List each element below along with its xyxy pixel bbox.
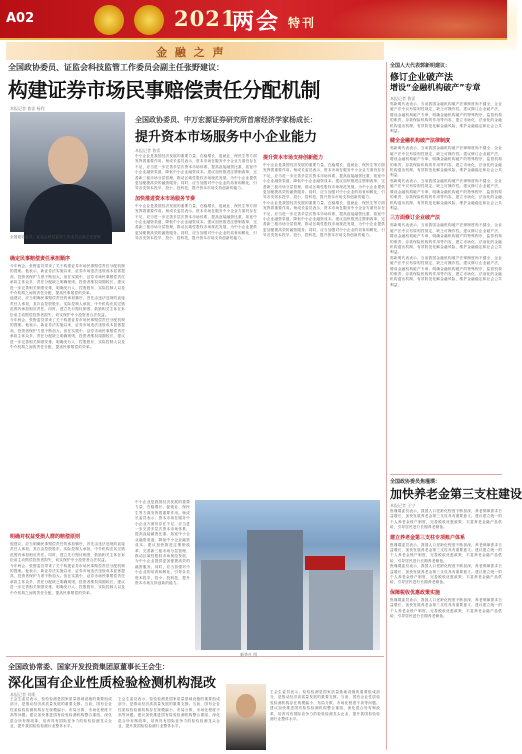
bottom-portrait-face	[236, 694, 256, 718]
masthead-brand: 两会	[232, 9, 281, 35]
section-band-title: 金 融 之 声	[156, 46, 226, 59]
bottom-article-paragraph: 王会生委员表示，检验检测是国家质量基础设施的重要组成部分，是推动经济高质量发展的重要支撑。当前，国有企业性质检验检测机构存在规模偏小、布局分散、市场化程度不高等问题。建议加快推进国有检验检测机构整合重组，深化混合所有制改革，培育具有国际竞争力的检验检测龙头企业，提升我国检验检测行业整体水平。	[10, 697, 112, 729]
right-article-paragraph-3: 郭新明代表表示，当前我国金融机构破产法律制度尚不健全，企业破产法中仅有原则性规定，缺乏可操作性。建议修订企业破产法，增设金融机构破产专章，明确金融机构破产的特殊程序、监管机构的职责、存款保险机构的作用等内容，建立市场化、法治化的金融机构退出机制，有效防范化解金融风险，维护金融稳定和社会公共利益。	[390, 178, 502, 210]
masthead-special: 特刊	[288, 16, 317, 30]
masthead-year: 2021	[174, 6, 237, 31]
right-article-subtitle: 增设“金融机构破产”专章	[390, 83, 481, 92]
main-article-body	[10, 252, 125, 351]
second-article-paragraph-2: 中小企业是我国经济发展的重要力量，在稳增长、促就业、保民生等方面发挥着重要作用。杨成长委员表示，资本市场在服务中小企业方面仍存在不足，应当进一步完善多层次资本市场体系，提高直接融资比重，拓宽中小企业融资渠道，降低中小企业融资成本。建议加快推进注册制改革，完善新三板市场分层管理，推动区域性股权市场规范发展，为中小企业提供更加便捷高效的融资服务。同时，应当加强对中小企业的培育和孵化，引导各类资本投早、投小、投科技，提升资本市场支持创新的能力。	[135, 203, 257, 241]
main-article-paragraph-3: 今年两会，张野委员带来了关于构建证券市场民事赔偿责任分配机制的提案。他表示，新证券法实施以来，证券市场违法违规成本显著提高，投资者保护力度不断加大。但在实践中，证券市场民事赔偿责任承担主体众多，责任分配缺乏明确规则，投资者维权周期较长，建议进一步完善相关制度安排，明确发行人、控股股东、实际控制人以及中介机构之间的责任分配，提高民事赔偿的效率。	[10, 318, 125, 350]
main-article-paragraph-5: 今年两会，张野委员带来了关于构建证券市场民事赔偿责任分配机制的提案。他表示，新证券法实施以来，证券市场违法违规成本显著提高，投资者保护力度不断加大。但在实践中，证券市场民事赔偿责任承担主体众多，责任分配缺乏明确规则，投资者维权周期较长，建议进一步完善相关制度安排，明确发行人、控股股东、实际控制人以及中介机构之间的责任分配，提高民事赔偿的效率。	[10, 563, 125, 595]
second-article-paragraph: 中小企业是我国经济发展的重要力量，在稳增长、促就业、保民生等方面发挥着重要作用。杨成长委员表示，资本市场在服务中小企业方面仍存在不足，应当进一步完善多层次资本市场体系，提高直接融资比重，拓宽中小企业融资渠道，降低中小企业融资成本。建议加快推进注册制改革，完善新三板市场分层管理，推动区域性股权市场规范发展，为中小企业提供更加便捷高效的融资服务。同时，应当加强对中小企业的培育和孵化，引导各类资本投早、投小、投科技，提升资本市场支持创新的能力。	[135, 154, 257, 191]
bottom-article-paragraph-2: 王会生委员表示，检验检测是国家质量基础设施的重要组成部分，是推动经济高质量发展的重要支撑。当前，国有企业性质检验检测机构存在规模偏小、布局分散、市场化程度不高等问题。建议加快推进国有检验检测机构整合重组，深化混合所有制改革，培育具有国际竞争力的检验检测龙头企业，提升我国检验检测行业整体水平。	[118, 697, 220, 729]
main-article-body-lower	[10, 530, 125, 596]
bottom-article-intro: 全国政协常委、国家开发投资集团原董事长王会生：	[8, 663, 169, 671]
bottom-article-paragraph-3: 王会生委员表示，检验检测是国家质量基础设施的重要组成部分，是推动经济高质量发展的重要支撑。当前，国有企业性质检验检测机构存在规模偏小、布局分散、市场化程度不高等问题。建议加快推进国有检验检测机构整合重组，深化混合所有制改革，培育具有国际竞争力的检验检测龙头企业，提升我国检验检测行业整体水平。	[270, 690, 380, 722]
right-article-paragraph-4: 郭新明代表表示，当前我国金融机构破产法律制度尚不健全，企业破产法中仅有原则性规定，缺乏可操作性。建议修订企业破产法，增设金融机构破产专章，明确金融机构破产的特殊程序、监管机构的职责、存款保险机构的作用等内容，建立市场化、法治化的金融机构退出机制，有效防范化解金融风险，维护金融稳定和社会公共利益。	[390, 223, 502, 255]
bottom-article-byline: 本报记者 刘维	[10, 692, 36, 697]
right2-article-byline: 本报记者 王宁	[390, 503, 416, 508]
second-article-paragraph-5: 中小企业是我国经济发展的重要力量，在稳增长、促就业、保民生等方面发挥着重要作用。杨成长委员表示，资本市场在服务中小企业方面仍存在不足，应当进一步完善多层次资本市场体系，提高直接融资比重，拓宽中小企业融资渠道，降低中小企业融资成本。建议加快推进注册制改革，完善新三板市场分层管理，推动区域性股权市场规范发展，为中小企业提供更加便捷高效的融资服务。同时，应当加强对中小企业的培育和孵化，引导各类资本投早、投小、投科技，提升资本市场支持创新的能力。	[135, 500, 190, 586]
right-article-paragraph: 郭新明代表表示，当前我国金融机构破产法律制度尚不健全，企业破产法中仅有原则性规定，缺乏可操作性。建议修订企业破产法，增设金融机构破产专章，明确金融机构破产的特殊程序、监管机构的职责、存款保险机构的作用等内容，建立市场化、法治化的金融机构退出机制，有效防范化解金融风险，维护金融稳定和社会公共利益。	[390, 102, 502, 134]
portrait-photo	[10, 112, 125, 232]
right-section-divider	[390, 474, 502, 475]
right2-article-paragraph: 焦瑾璞委员表示，我国人口老龄化程度不断加深，养老保障需求日益增长，加快发展养老金第三支柱具有重要意义。建议建立统一的个人养老金账户制度，完善税收优惠政策，丰富养老金融产品供给，引导居民进行长期养老储备。	[390, 509, 502, 530]
bottom-article-body	[10, 697, 220, 729]
second-article-title: 提升资本市场服务中小企业能力	[135, 130, 318, 145]
right2-article-paragraph-4: 焦瑾璞委员表示，我国人口老龄化程度不断加深，养老保障需求日益增长，加快发展养老金第三支柱具有重要意义。建议建立统一的个人养老金账户制度，完善税收优惠政策，丰富养老金融产品供给，引导居民进行长期养老储备。	[390, 597, 502, 619]
main-article-paragraph: 今年两会，张野委员带来了关于构建证券市场民事赔偿责任分配机制的提案。他表示，新证券法实施以来，证券市场违法违规成本显著提高，投资者保护力度不断加大。但在实践中，证券市场民事赔偿责任承担主体众多，责任分配缺乏明确规则，投资者维权周期较长，建议进一步完善相关制度安排，明确发行人、控股股东、实际控制人以及中介机构之间的责任分配，提高民事赔偿的效率。	[10, 264, 125, 296]
bottom-portrait-photo	[226, 684, 266, 750]
building-photo	[195, 500, 380, 650]
second-article-intro: 全国政协委员、中万宏源证券研究所首席经济学家杨成长：	[135, 116, 317, 124]
second-section-heading-2: 提升资本市场支持创新能力	[263, 155, 324, 161]
right-article-paragraph-2: 郭新明代表表示，当前我国金融机构破产法律制度尚不健全，企业破产法中仅有原则性规定，缺乏可操作性。建议修订企业破产法，增设金融机构破产专章，明确金融机构破产的特殊程序、监管机构的职责、存款保险机构的作用等内容，建立市场化、法治化的金融机构退出机制，有效防范化解金融风险，维护金融稳定和社会公共利益。	[390, 146, 502, 178]
column-divider	[386, 62, 387, 750]
section-divider	[6, 656, 384, 657]
bottom-article-title: 深化国有企业性质检验检测机构混改	[8, 676, 217, 691]
page-number: A02	[6, 11, 35, 26]
right-article-body	[390, 102, 502, 288]
second-article-body-lower	[135, 500, 190, 587]
main-section-heading-2: 明确对权益受损人群的赔偿原则	[10, 534, 81, 540]
portrait-caption: 全国政协委员、证监会科技监管工作委员会副主任张野	[10, 235, 102, 239]
national-emblem-icon	[94, 5, 124, 35]
right-article-title: 修订企业破产法	[390, 73, 454, 83]
right2-article-paragraph-3: 焦瑾璞委员表示，我国人口老龄化程度不断加深，养老保障需求日益增长，加快发展养老金第三支柱具有重要意义。建议建立统一的个人养老金账户制度，完善税收优惠政策，丰富养老金融产品供给，引导居民进行长期养老储备。	[390, 564, 502, 585]
section-band	[6, 42, 384, 60]
second-section-heading-1: 加快推进资本市场服务节奏	[135, 195, 196, 202]
right2-article-intro: 全国政协委员焦瑾璞：	[390, 479, 441, 485]
main-article-paragraph-2: 他建议，应当明确民事赔偿责任的承担顺序，首先由违法违规的直接责任人承担，其次由控股股东、实际控制人承担，中介机构在其过错范围内承担相应责任。同时，建立先行赔付制度，鼓励相关主体在诉讼前主动赔偿投资者损失，切实保护中小投资者合法权益。	[10, 296, 125, 317]
portrait-face	[48, 136, 88, 184]
building-shape	[309, 570, 373, 650]
cppcc-emblem-icon	[134, 5, 164, 35]
right-section-heading-2: 三方面修订企业破产法	[390, 215, 441, 222]
right2-article-title: 加快养老金第三支柱建设	[390, 487, 522, 501]
building-photo-caption: 新华社 图	[240, 652, 258, 657]
building-sign	[305, 556, 345, 570]
second-article-paragraph-4: 中小企业是我国经济发展的重要力量，在稳增长、促就业、保民生等方面发挥着重要作用。杨成长委员表示，资本市场在服务中小企业方面仍存在不足，应当进一步完善多层次资本市场体系，提高直接融资比重，拓宽中小企业融资渠道，降低中小企业融资成本。建议加快推进注册制改革，完善新三板市场分层管理，推动区域性股权市场规范发展，为中小企业提供更加便捷高效的融资服务。同时，应当加强对中小企业的培育和孵化，引导各类资本投早、投小、投科技，提升资本市场支持创新的能力。	[263, 200, 385, 238]
main-article-paragraph-4: 他建议，应当明确民事赔偿责任的承担顺序，首先由违法违规的直接责任人承担，其次由控股股东、实际控制人承担，中介机构在其过错范围内承担相应责任。同时，建立先行赔付制度，鼓励相关主体在诉讼前主动赔偿投资者损失，切实保护中小投资者合法权益。	[10, 542, 125, 563]
second-article-body	[135, 154, 385, 242]
second-article-paragraph-3: 中小企业是我国经济发展的重要力量，在稳增长、促就业、保民生等方面发挥着重要作用。杨成长委员表示，资本市场在服务中小企业方面仍存在不足，应当进一步完善多层次资本市场体系，提高直接融资比重，拓宽中小企业融资渠道，降低中小企业融资成本。建议加快推进注册制改革，完善新三板市场分层管理，推动区域性股权市场规范发展，为中小企业提供更加便捷高效的融资服务。同时，应当加强对中小企业的培育和孵化，引导各类资本投早、投小、投科技，提升资本市场支持创新的能力。	[263, 163, 385, 200]
building-shape	[201, 560, 241, 650]
right2-section-heading-2: 保障税收优惠政策实施	[390, 589, 441, 596]
bottom-article-body-right	[270, 690, 380, 722]
right-article-byline: 本报记者 鲁雷	[390, 96, 416, 101]
right-section-heading-1: 健全金融机构破产法律制度	[390, 138, 451, 145]
masthead-gold-line	[0, 38, 507, 40]
right2-article-paragraph-2: 焦瑾璞委员表示，我国人口老龄化程度不断加深，养老保障需求日益增长，加快发展养老金第三支柱具有重要意义。建议建立统一的个人养老金账户制度，完善税收优惠政策，丰富养老金融产品供给，引导居民进行长期养老储备。	[390, 542, 502, 563]
right2-section-heading-1: 建立养老金第三支柱专项账户体系	[390, 534, 466, 541]
masthead	[0, 0, 507, 40]
right-article-intro: 全国人大代表郭新明建议：	[390, 63, 451, 69]
right2-article-body	[390, 509, 502, 620]
building-shape	[247, 530, 303, 650]
main-article-byline: 本报记者 鲁雷 杨利	[10, 106, 45, 111]
right-article-paragraph-5: 郭新明代表表示，当前我国金融机构破产法律制度尚不健全，企业破产法中仅有原则性规定，缺乏可操作性。建议修订企业破产法，增设金融机构破产专章，明确金融机构破产的特殊程序、监管机构的职责、存款保险机构的作用等内容，建立市场化、法治化的金融机构退出机制，有效防范化解金融风险，维护金融稳定和社会公共利益。	[390, 255, 502, 287]
second-article-byline: 本报记者 鲁雷	[135, 148, 161, 153]
main-article-intro: 全国政协委员、证监会科技监管工作委员会副主任张野建议：	[8, 63, 224, 72]
main-section-heading-1: 确定民事赔偿责任承担顺序	[10, 256, 71, 262]
main-article-title: 构建证券市场民事赔偿责任分配机制	[8, 78, 320, 102]
